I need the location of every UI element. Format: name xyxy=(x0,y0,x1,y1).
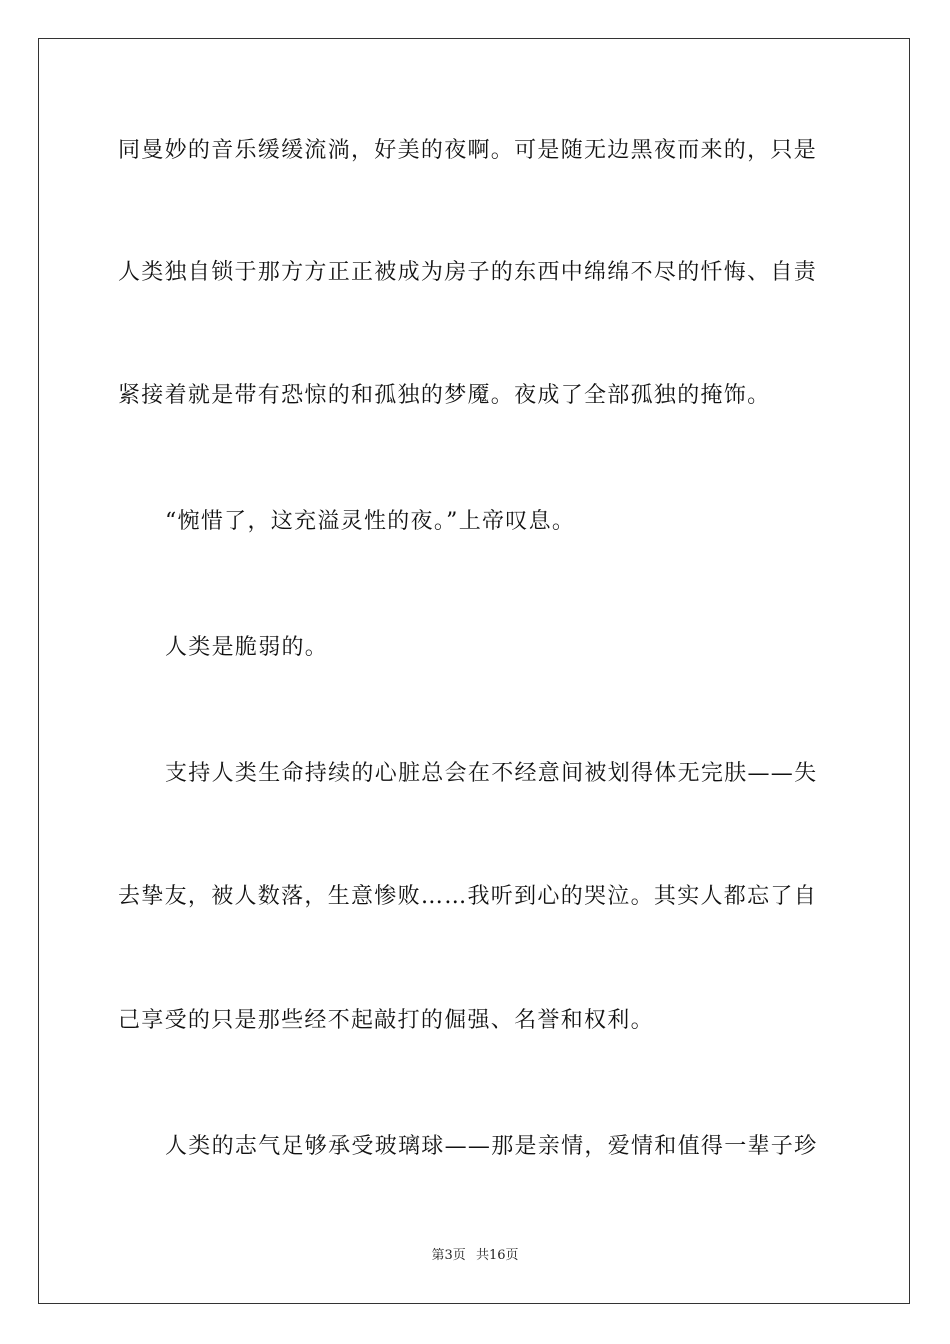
page-total: 共16页 xyxy=(475,1248,519,1263)
text-line-8: 己享受的只是那些经不起敲打的倔强、名誉和权利。 xyxy=(118,1008,654,1033)
text-line-2: 人类独自锁于那方方正正被成为房子的东西中绵绵不尽的忏悔、自责 xyxy=(118,260,818,285)
page-number: 第3页 xyxy=(431,1248,466,1263)
page-border xyxy=(38,38,910,1304)
page-footer xyxy=(0,1247,950,1265)
text-line-3: 紧接着就是带有恐惊的和孤独的梦魇。夜成了全部孤独的掩饰。 xyxy=(118,383,771,408)
text-line-5: 人类是脆弱的。 xyxy=(165,635,329,660)
text-line-9: 人类的志气足够承受玻璃球——那是亲情，爱情和值得一辈子珍 xyxy=(165,1134,818,1159)
text-line-1: 同曼妙的音乐缓缓流淌，好美的夜啊。可是随无边黑夜而来的，只是 xyxy=(118,138,818,163)
text-line-7: 去挚友，被人数落，生意惨败……我听到心的哭泣。其实人都忘了自 xyxy=(118,884,818,909)
text-line-6: 支持人类生命持续的心脏总会在不经意间被划得体无完肤——失 xyxy=(165,761,818,786)
text-line-4: “惋惜了，这充溢灵性的夜。”上帝叹息。 xyxy=(165,509,576,534)
